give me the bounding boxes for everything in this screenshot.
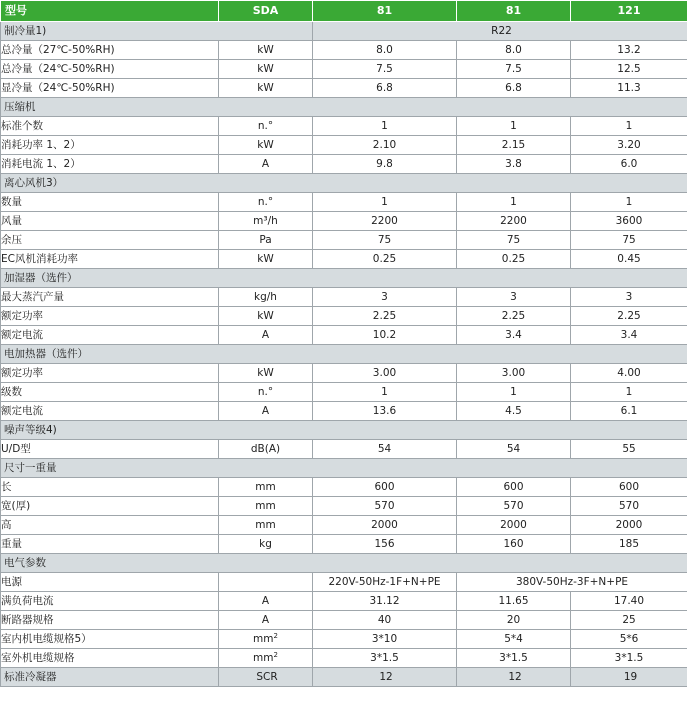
row-label: 标准个数 — [1, 117, 219, 136]
row-unit — [219, 630, 313, 649]
table-row — [1, 611, 687, 630]
row-value: 0.25 — [457, 250, 571, 269]
row-label: 室外机电缆规格 — [1, 649, 219, 668]
section-title: 制冷量1) — [1, 22, 313, 41]
row-value: 54 — [457, 440, 571, 459]
row-unit: m³/h — [219, 212, 313, 231]
row-label: U/D型 — [1, 440, 219, 459]
row-value: 1 — [457, 193, 571, 212]
row-value: 12.5 — [571, 60, 687, 79]
section-condenser — [1, 668, 687, 687]
row-value: 11.3 — [571, 79, 687, 98]
row-value: 2.25 — [313, 307, 457, 326]
row-value: 4.5 — [457, 402, 571, 421]
unit-superscript: 2 — [273, 632, 278, 640]
row-value: 3600 — [571, 212, 687, 231]
unit-superscript: 2 — [273, 651, 278, 659]
row-label: 总冷量（24℃-50%RH) — [1, 60, 219, 79]
row-unit: kg — [219, 535, 313, 554]
row-value: 13.6 — [313, 402, 457, 421]
row-value: 2000 — [457, 516, 571, 535]
row-unit: mm — [219, 516, 313, 535]
row-value: 54 — [313, 440, 457, 459]
table-row — [1, 592, 687, 611]
row-label: 风量 — [1, 212, 219, 231]
section-title: 压缩机 — [1, 98, 687, 117]
section-noise — [1, 421, 687, 440]
row-unit: mm — [219, 478, 313, 497]
row-unit: kW — [219, 41, 313, 60]
row-unit: kW — [219, 307, 313, 326]
table-row — [1, 630, 687, 649]
table-row — [1, 307, 687, 326]
unit-base: mm — [253, 652, 274, 664]
unit-base: mm — [253, 633, 274, 645]
row-value: 20 — [457, 611, 571, 630]
table-row — [1, 497, 687, 516]
row-value: 3 — [571, 288, 687, 307]
section-title: 加湿器（选件） — [1, 269, 687, 288]
row-value: 1 — [457, 383, 571, 402]
row-value: 75 — [571, 231, 687, 250]
row-value: 3*1.5 — [457, 649, 571, 668]
row-unit — [219, 649, 313, 668]
row-value: 1 — [571, 193, 687, 212]
row-label: 长 — [1, 478, 219, 497]
row-value: 0.45 — [571, 250, 687, 269]
row-value: 2.15 — [457, 136, 571, 155]
row-value: 1 — [313, 383, 457, 402]
row-unit: A — [219, 402, 313, 421]
row-value: 12 — [313, 668, 457, 687]
row-value: 3.4 — [457, 326, 571, 345]
row-value: 25 — [571, 611, 687, 630]
table-row — [1, 383, 687, 402]
row-value: 3 — [313, 288, 457, 307]
header-model-2: 81 — [457, 1, 571, 22]
section-compressor — [1, 98, 687, 117]
model-label: 型号 — [1, 1, 219, 22]
row-unit: A — [219, 611, 313, 630]
row-value: 12 — [457, 668, 571, 687]
row-label: 余压 — [1, 231, 219, 250]
section-dimensions — [1, 459, 687, 478]
row-value: 156 — [313, 535, 457, 554]
row-value: 10.2 — [313, 326, 457, 345]
section-title: 标准冷凝器 — [1, 668, 219, 687]
row-unit: kW — [219, 79, 313, 98]
row-value: 2000 — [313, 516, 457, 535]
row-value: 3.00 — [457, 364, 571, 383]
table-row — [1, 212, 687, 231]
row-value: 5*6 — [571, 630, 687, 649]
row-value: 2200 — [457, 212, 571, 231]
row-value: 570 — [571, 497, 687, 516]
row-label: 数量 — [1, 193, 219, 212]
table-row — [1, 79, 687, 98]
refrigerant-value: R22 — [313, 22, 687, 41]
row-value: 3.00 — [313, 364, 457, 383]
row-value: 600 — [313, 478, 457, 497]
row-value: 160 — [457, 535, 571, 554]
row-value: 9.8 — [313, 155, 457, 174]
header-row — [1, 1, 687, 22]
table-row — [1, 573, 687, 592]
row-unit — [219, 573, 313, 592]
table-row — [1, 288, 687, 307]
power-supply-three-phase: 380V-50Hz-3F+N+PE — [457, 573, 687, 592]
row-value: 2.25 — [457, 307, 571, 326]
row-value: 4.00 — [571, 364, 687, 383]
table-row — [1, 193, 687, 212]
row-label: 显冷量（24℃-50%RH) — [1, 79, 219, 98]
row-value: 55 — [571, 440, 687, 459]
row-unit: n.° — [219, 383, 313, 402]
row-value: 75 — [313, 231, 457, 250]
table-row — [1, 231, 687, 250]
row-value: 3*10 — [313, 630, 457, 649]
row-unit: n.° — [219, 193, 313, 212]
section-cooling — [1, 22, 687, 41]
header-model-1: 81 — [313, 1, 457, 22]
row-value: 31.12 — [313, 592, 457, 611]
table-row — [1, 402, 687, 421]
row-label: EC风机消耗功率 — [1, 250, 219, 269]
row-label: 宽(厚) — [1, 497, 219, 516]
row-unit: A — [219, 155, 313, 174]
row-value: 8.0 — [313, 41, 457, 60]
row-label: 额定功率 — [1, 364, 219, 383]
section-title: 噪声等级4) — [1, 421, 687, 440]
row-value: 1 — [571, 383, 687, 402]
table-row — [1, 41, 687, 60]
row-unit: kW — [219, 250, 313, 269]
row-label: 额定电流 — [1, 326, 219, 345]
row-value: 3*1.5 — [571, 649, 687, 668]
row-value: 19 — [571, 668, 687, 687]
row-value: 1 — [313, 117, 457, 136]
row-value: 1 — [313, 193, 457, 212]
row-value: 600 — [457, 478, 571, 497]
row-value: 185 — [571, 535, 687, 554]
power-supply-single-phase: 220V-50Hz-1F+N+PE — [313, 573, 457, 592]
row-value: 0.25 — [313, 250, 457, 269]
row-value: 3*1.5 — [313, 649, 457, 668]
table-row — [1, 117, 687, 136]
row-label: 级数 — [1, 383, 219, 402]
row-value: 1 — [457, 117, 571, 136]
row-value: 3 — [457, 288, 571, 307]
row-value: 570 — [457, 497, 571, 516]
row-unit: kW — [219, 136, 313, 155]
row-label: 消耗电流 1、2） — [1, 155, 219, 174]
row-unit: A — [219, 592, 313, 611]
section-title: 电加热器（选件） — [1, 345, 687, 364]
row-value: 1 — [571, 117, 687, 136]
row-label: 高 — [1, 516, 219, 535]
row-unit: kW — [219, 60, 313, 79]
section-heater — [1, 345, 687, 364]
table-row — [1, 364, 687, 383]
row-value: 17.40 — [571, 592, 687, 611]
row-value: 6.0 — [571, 155, 687, 174]
row-value: 6.8 — [313, 79, 457, 98]
row-value: 3.4 — [571, 326, 687, 345]
row-label: 消耗功率 1、2） — [1, 136, 219, 155]
row-unit: n.° — [219, 117, 313, 136]
section-humidifier — [1, 269, 687, 288]
row-unit: Pa — [219, 231, 313, 250]
row-label: 电源 — [1, 573, 219, 592]
table-row — [1, 440, 687, 459]
row-label: 满负荷电流 — [1, 592, 219, 611]
table-row — [1, 535, 687, 554]
row-value: 6.1 — [571, 402, 687, 421]
row-value: 570 — [313, 497, 457, 516]
row-label: 额定电流 — [1, 402, 219, 421]
row-value: 3.20 — [571, 136, 687, 155]
section-title: 离心风机3） — [1, 174, 687, 193]
section-electrical — [1, 554, 687, 573]
table-row — [1, 649, 687, 668]
row-label: 室内机电缆规格5） — [1, 630, 219, 649]
row-value: 8.0 — [457, 41, 571, 60]
row-label: 最大蒸汽产量 — [1, 288, 219, 307]
row-unit: A — [219, 326, 313, 345]
row-value: 3.8 — [457, 155, 571, 174]
header-series: SDA — [219, 1, 313, 22]
table-row — [1, 478, 687, 497]
row-value: 6.8 — [457, 79, 571, 98]
row-value: 7.5 — [313, 60, 457, 79]
section-title: 尺寸一重量 — [1, 459, 687, 478]
section-title: 电气参数 — [1, 554, 687, 573]
table-row — [1, 326, 687, 345]
table-row — [1, 136, 687, 155]
table-row — [1, 60, 687, 79]
row-value: 2000 — [571, 516, 687, 535]
row-unit: dB(A) — [219, 440, 313, 459]
table-row — [1, 250, 687, 269]
row-value: 40 — [313, 611, 457, 630]
row-label: 总冷量（27℃-50%RH) — [1, 41, 219, 60]
row-label: 重量 — [1, 535, 219, 554]
row-value: 7.5 — [457, 60, 571, 79]
row-value: 13.2 — [571, 41, 687, 60]
row-value: 5*4 — [457, 630, 571, 649]
row-value: 2.10 — [313, 136, 457, 155]
row-value: 75 — [457, 231, 571, 250]
row-value: 600 — [571, 478, 687, 497]
row-value: 2200 — [313, 212, 457, 231]
row-unit: kW — [219, 364, 313, 383]
row-unit: kg/h — [219, 288, 313, 307]
table-row — [1, 155, 687, 174]
table-row — [1, 516, 687, 535]
header-model-3: 121 — [571, 1, 687, 22]
row-unit: SCR — [219, 668, 313, 687]
row-value: 11.65 — [457, 592, 571, 611]
row-unit: mm — [219, 497, 313, 516]
row-label: 断路器规格 — [1, 611, 219, 630]
section-fan — [1, 174, 687, 193]
row-label: 额定功率 — [1, 307, 219, 326]
row-value: 2.25 — [571, 307, 687, 326]
